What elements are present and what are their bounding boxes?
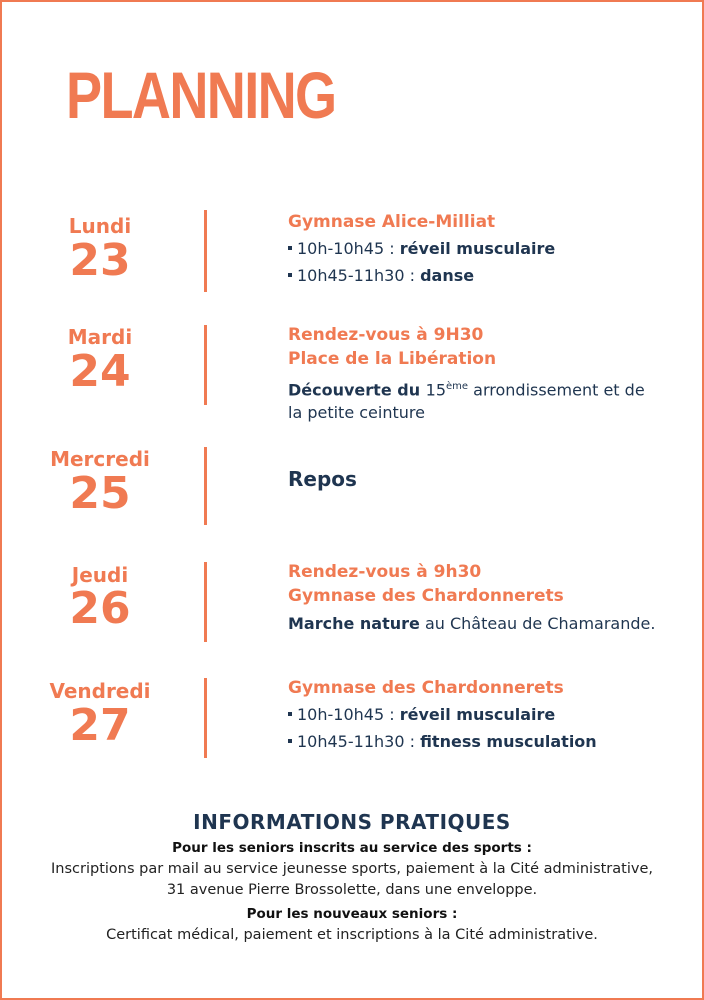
schedule-item: 10h-10h45 : réveil musculaire [288, 703, 688, 727]
day-details [288, 323, 688, 424]
venue-line: Gymnase des Chardonnerets [288, 586, 564, 606]
venue-line: Place de la Libération [288, 349, 497, 369]
info-registered-line: 31 avenue Pierre Brossolette, dans une enveloppe. [166, 882, 538, 898]
bullet-icon [288, 712, 292, 716]
day-name: Mardi [67, 325, 133, 349]
info-title: INFORMATIONS PRATIQUES [193, 810, 511, 834]
bullet-icon [288, 739, 292, 743]
activity-description: Marche nature au Château de Chamarande. [288, 614, 656, 633]
schedule-item: 10h-10h45 : réveil musculaire [288, 237, 688, 261]
rest-label: Repos [288, 467, 357, 491]
day-number: 27 [69, 700, 131, 751]
day-details [288, 560, 688, 635]
day-details [288, 210, 688, 288]
day-name: Mercredi [50, 447, 150, 471]
day-details [288, 467, 688, 491]
day-name: Jeudi [71, 563, 129, 587]
bullet-icon [288, 273, 292, 277]
day-separator [204, 325, 207, 405]
day-separator [204, 678, 207, 758]
schedule-item: 10h45-11h30 : fitness musculation [288, 730, 688, 754]
venue: Gymnase Alice-Milliat [288, 212, 496, 232]
info-new-heading: Pour les nouveaux seniors : [246, 906, 458, 922]
day-number: 23 [69, 235, 131, 286]
day-name: Vendredi [49, 679, 151, 703]
info-registered-line: Inscriptions par mail au service jeunesse sports, paiement à la Cité administrative, [51, 861, 653, 877]
day-details [288, 676, 688, 754]
day-name: Lundi [68, 214, 132, 238]
page-title: PLANNING [66, 58, 336, 132]
day-separator [204, 447, 207, 525]
venue: Gymnase des Chardonnerets [288, 678, 564, 698]
bullet-icon [288, 246, 292, 250]
day-separator [204, 210, 207, 292]
schedule-item: 10h45-11h30 : danse [288, 264, 688, 288]
venue-line: Rendez-vous à 9H30 [288, 325, 484, 345]
day-number: 25 [69, 468, 131, 519]
activity-description: Découverte du 15ème arrondissement et de la petite ceinture [288, 380, 645, 423]
venue-line: Rendez-vous à 9h30 [288, 562, 482, 582]
info-new-line: Certificat médical, paiement et inscriptions à la Cité administrative. [106, 927, 598, 943]
practical-info [0, 808, 704, 946]
day-number: 26 [69, 583, 131, 634]
day-separator [204, 562, 207, 642]
day-number: 24 [69, 346, 131, 397]
info-registered-heading: Pour les seniors inscrits au service des sports : [172, 840, 532, 856]
